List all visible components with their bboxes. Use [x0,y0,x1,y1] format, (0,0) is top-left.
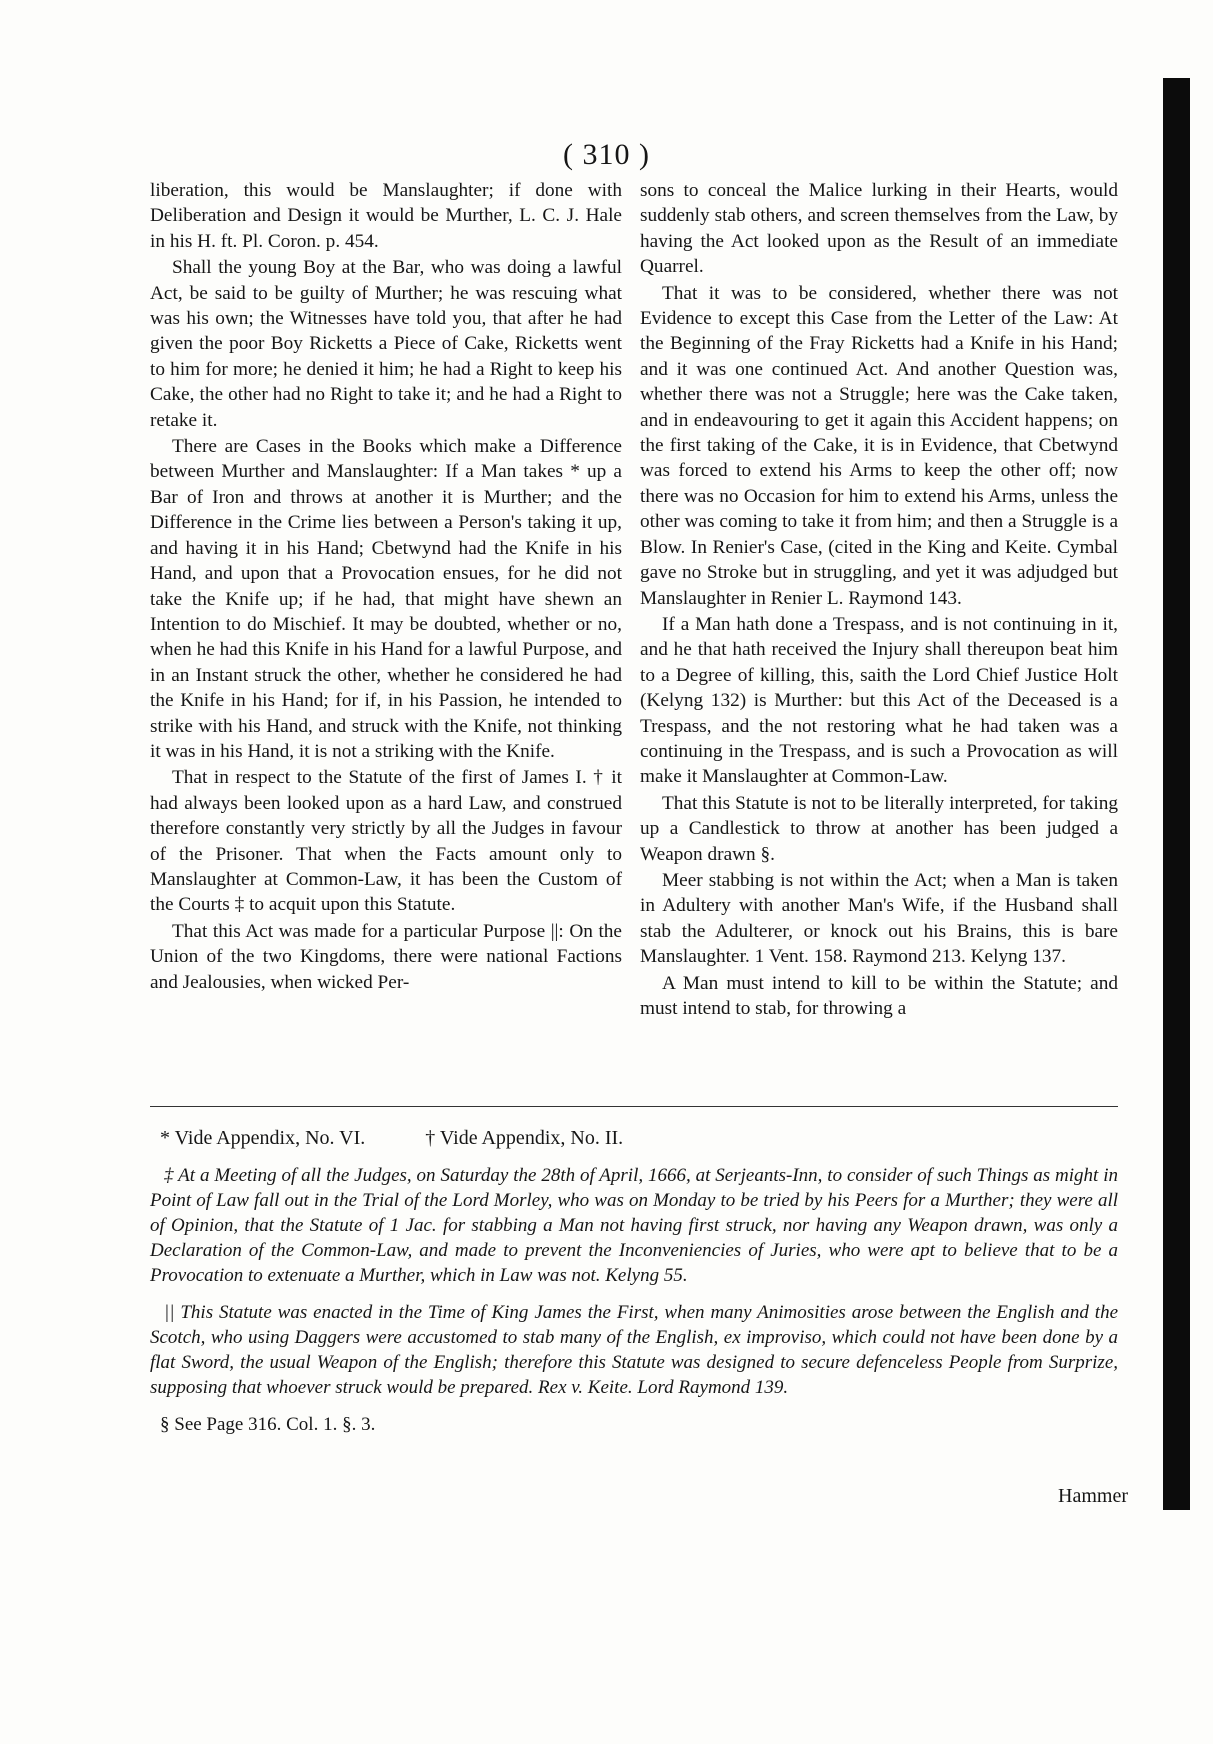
page-edge-shadow [1163,78,1190,1510]
right-paragraph-2: That it was to be considered, whether there was not Evidence to except this Case from the Letter of the Law: At the Beginning of the Fray Ricketts had a Knife in his Hand; and it was one continued Act. And another Question was, whether there was not a Struggle; here was the Cake taken, and in endeavouring to get it again this Accident happens; on the first taking of the Cake, it is in Evidence, that Cbetwynd was forced to extend his Arms to keep the other off; now there was no Occasion for him to extend his Arms, unless the other was coming to take it from him; and then a Struggle is a Blow. In Renier's Case, (cited in the King and Keite. Cymbal gave no Stroke but in struggling, and yet it was adjudged but Manslaughter in Renier L. Raymond 143. [640,282,1118,609]
footnote-double-dagger: ‡ At a Meeting of all the Judges, on Saturday the 28th of April, 1666, at Serjeants-Inn, to consider of such Things as might in Point of Law fall out in the Trial of the Lord Morley, who was on Monday to be tried by his Peers for a Murther; they were all of Opinion, that the Statute of 1 Jac. for stabbing a Man not having first struck, nor having any Weapon drawn, was only a Declaration of the Common-Law, and made to prevent the Inconveniencies of Juries, who were apt to believe that to be a Provocation to extenuate a Murther, which in Law was not. Kelyng 55. [150,1165,1118,1286]
left-paragraph-2: Shall the young Boy at the Bar, who was doing a lawful Act, be said to be guilty of Murther; he was rescuing what was his own; the Witnesses have told you, that after he had given the poor Boy Ricketts a Piece of Cake, Ricketts went to him for more; he denied it him; he had a Right to keep his Cake, the other had no Right to take it; and he had a Right to retake it. [150,257,622,431]
right-paragraph-4: That this Statute is not to be literally interpreted, for taking up a Candlestick to throw at another has been judged a Weapon drawn §. [640,792,1118,865]
left-paragraph-4: That in respect to the Statute of the first of James I. † it had always been looked upon as a hard Law, and construed therefore constantly very strictly by all the Judges in favour of the Prisoner. That when the Facts amount only to Manslaughter at Common-Law, it has been the Custom of the Courts ‡ to acquit upon this Statute. [150,767,622,916]
left-paragraph-1: liberation, this would be Manslaughter; if done with Deliberation and Design it would be Murther, L. C. J. Hale in his H. ft. Pl. Coron. p. 454. [150,180,622,252]
catchword: Hammer [1058,1485,1128,1507]
footnote-dagger: † Vide Appendix, No. II. [425,1127,624,1149]
right-paragraph-6: A Man must intend to kill to be within the Statute; and must intend to stab, for throwing a [640,972,1118,1019]
footnote-section: § See Page 316. Col. 1. §. 3. [160,1414,376,1435]
right-paragraph-1: sons to conceal the Malice lurking in their Hearts, would suddenly stab others, and screen themselves from the Law, by having the Act looked upon as the Result of an immediate Quarrel. [640,180,1118,278]
footnote-appendix-refs [150,1126,1118,1151]
footnote-star: * Vide Appendix, No. VI. [160,1127,366,1149]
left-paragraph-5: That this Act was made for a particular Purpose ||: On the Union of the two Kingdoms, there were national Factions and Jealousies, when wicked Per- [150,920,622,993]
left-column [150,178,622,996]
right-paragraph-3: If a Man hath done a Trespass, and is not continuing in it, and he that hath received the Injury shall thereupon beat him to a Degree of killing, this, saith the Lord Chief Justice Holt (Kelyng 132) is Murther: but this Act of the Deceased is a Trespass, and the not restoring what he had taken was a continuing in the Trespass, and is such a Provocation as will make it Manslaughter at Common-Law. [640,613,1118,788]
page-number: ( 310 ) [563,138,650,171]
footnotes [150,1126,1118,1449]
right-column [640,178,1118,1022]
right-paragraph-5: Meer stabbing is not within the Act; when a Man is taken in Adultery with another Man's Wife, if the Husband shall stab the Adulterer, or knock out his Brains, this is bare Manslaughter. 1 Vent. 158. Raymond 213. Kelyng 137. [640,869,1118,968]
footnote-parallel: || This Statute was enacted in the Time of King James the First, when many Animosities arose between the English and the Scotch, who using Daggers were accustomed to stab many of the English, ex improviso, which could not have been done by a flat Sword, the usual Weapon of the English; therefore this Statute was designed to secure defenceless People from Surprize, supposing that whoever struck would be prepared. Rex v. Keite. Lord Raymond 139. [150,1302,1118,1398]
left-paragraph-3: There are Cases in the Books which make a Difference between Murther and Manslaughter: If a Man takes * up a Bar of Iron and throws at another it is Murther; and the Difference in the Crime lies between a Person's taking it up, and having it in his Hand; Cbetwynd had the Knife in his Hand, and upon that a Provocation ensues, for he did not take the Knife up; if he had, that might have shewn an Intention to do Mischief. It may be doubted, whether or no, when he had this Knife in his Hand for a lawful Purpose, and in an Instant struck the other, whether he considered he had the Knife in his Hand; for if, in his Passion, he intended to strike with his Hand, and struck with the Knife, not thinking it was in his Hand, it is not a striking with the Knife. [150,436,622,762]
footnote-rule [150,1106,1118,1107]
